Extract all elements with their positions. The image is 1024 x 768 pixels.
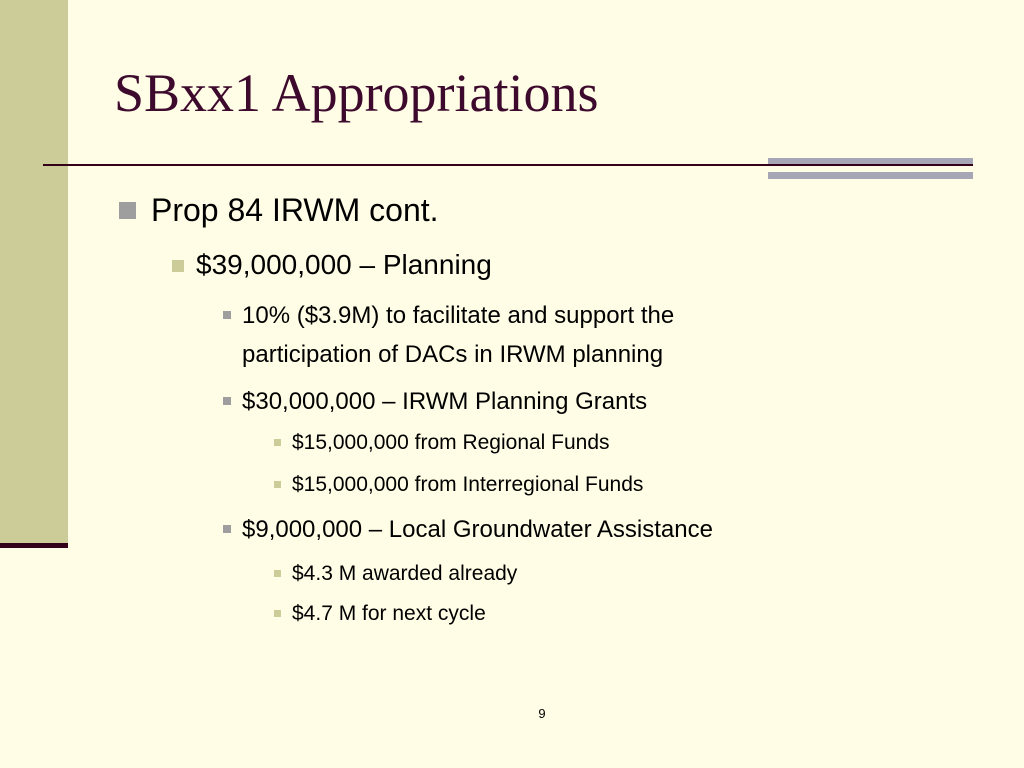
bullet-item xyxy=(292,599,486,629)
bullet-text: $30,000,000 – IRWM Planning Grants xyxy=(242,388,648,415)
square-bullet-icon xyxy=(223,397,231,405)
bullet-item xyxy=(292,428,610,458)
square-bullet-icon xyxy=(274,481,281,488)
bullet-item xyxy=(292,470,643,500)
bullet-text: Prop 84 IRWM cont. xyxy=(151,192,439,228)
square-bullet-icon xyxy=(223,525,231,533)
bullet-text-line: participation of DACs in IRWM planning xyxy=(242,341,664,368)
square-bullet-icon xyxy=(172,260,184,272)
bullet-item xyxy=(242,296,674,374)
title-divider xyxy=(43,164,973,166)
left-decorative-band xyxy=(0,0,68,545)
square-bullet-icon xyxy=(274,570,281,577)
bullet-item xyxy=(292,559,517,589)
bullet-text: $9,000,000 – Local Groundwater Assistance xyxy=(242,516,713,543)
square-bullet-icon xyxy=(274,439,281,446)
bullet-item xyxy=(242,382,647,421)
bullet-text: $4.3 M awarded already xyxy=(292,562,518,585)
slide-title: SBxx1 Appropriations xyxy=(114,63,599,123)
accent-bar-top xyxy=(768,158,973,164)
square-bullet-icon xyxy=(223,311,231,319)
bullet-item xyxy=(151,190,439,230)
bullet-text-line: 10% ($3.9M) to facilitate and support the xyxy=(242,302,675,329)
page-number: 9 xyxy=(538,706,546,721)
left-band-underline xyxy=(0,543,68,548)
square-bullet-icon xyxy=(274,610,281,617)
square-bullet-icon xyxy=(119,202,136,219)
bullet-text: $15,000,000 from Interregional Funds xyxy=(292,473,644,496)
bullet-text: $15,000,000 from Regional Funds xyxy=(292,431,610,454)
bullet-text: $4.7 M for next cycle xyxy=(292,602,486,625)
bullet-item xyxy=(196,248,492,282)
bullet-text: $39,000,000 – Planning xyxy=(196,249,492,280)
bullet-item xyxy=(242,510,713,549)
accent-bar-bottom xyxy=(768,172,973,179)
